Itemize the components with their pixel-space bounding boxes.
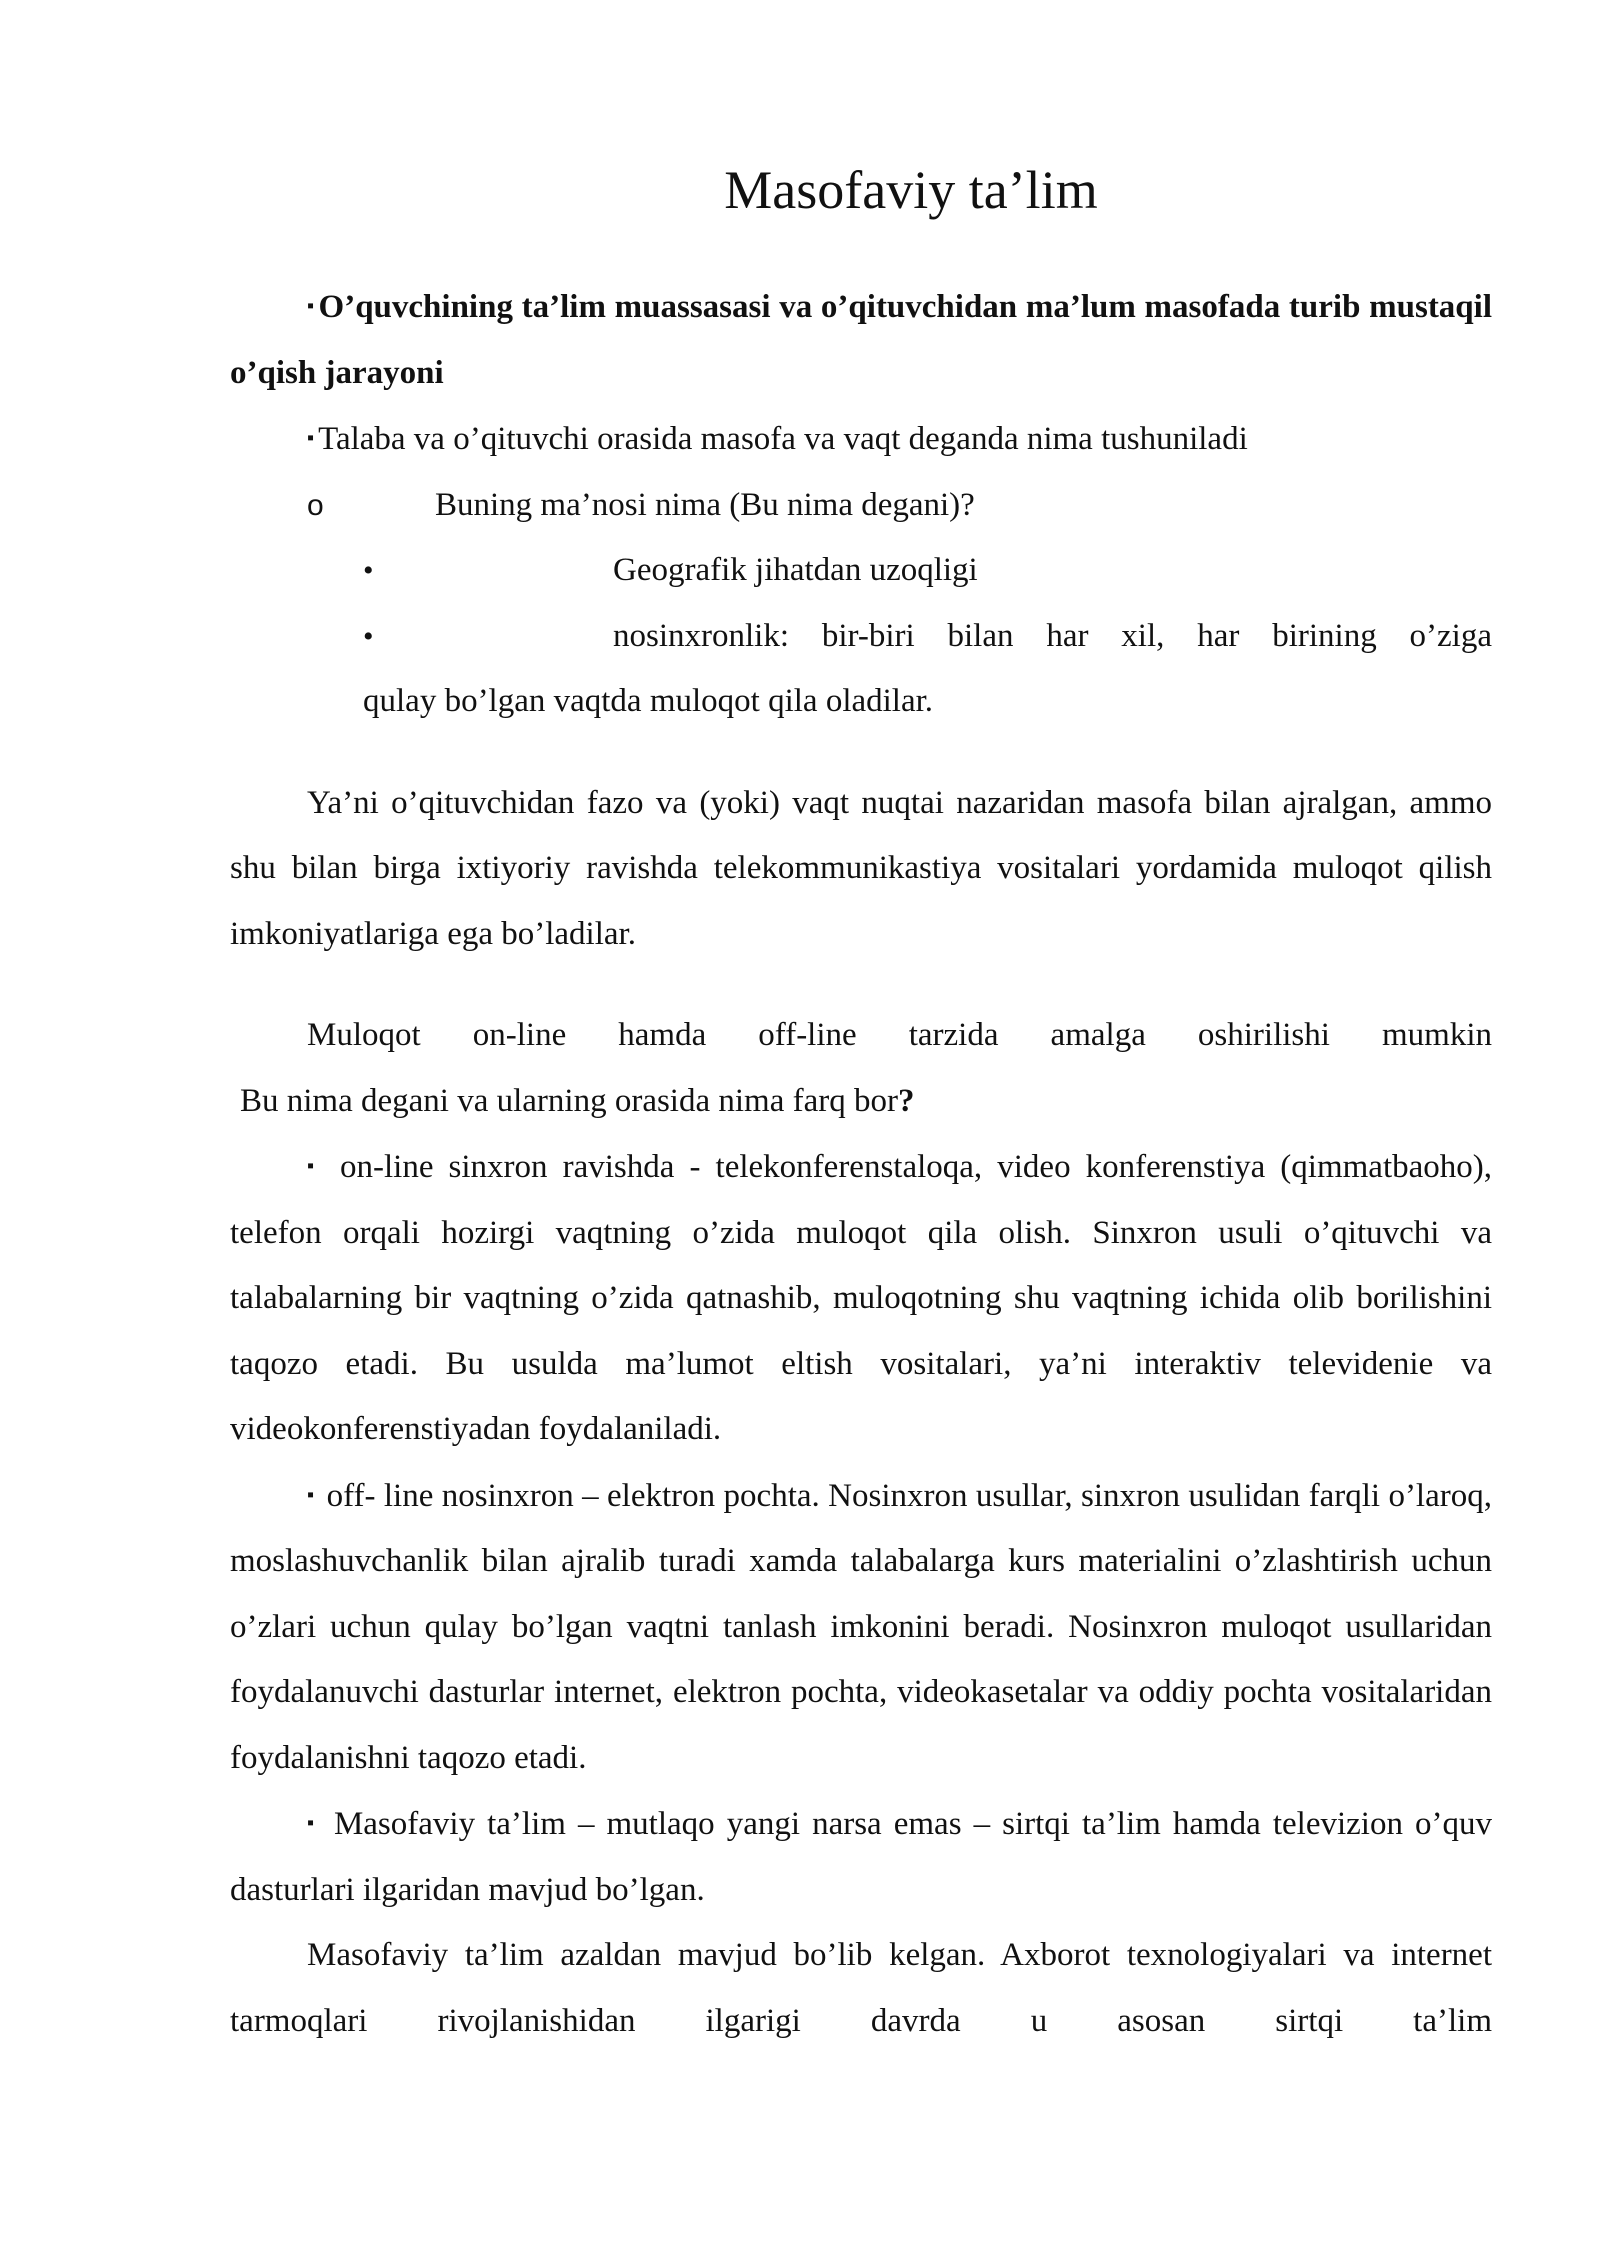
bullet-item-5 — [230, 1791, 1492, 1923]
bullet-item-4 — [230, 1463, 1492, 1792]
paragraph-2-line-1: Muloqot on-line hamda off-line tarzida amalga oshirilishi mumkin — [307, 1017, 1492, 1053]
bullet-text-5: Masofaviy ta’lim – mutlaqo yangi narsa emas – sirtqi ta’lim hamda televizion o’quv dasturlari ilgaridan mavjud bo’lgan. — [230, 1806, 1493, 1908]
sub-sub-item-1 — [230, 538, 1492, 604]
sub-item-text-1: Buning ma’nosi nima (Bu nima degani)? — [435, 486, 975, 523]
square-bullet-icon: ▪ — [307, 1155, 321, 1177]
bullet-text-4: off- line nosinxron – elektron pochta. Nosinxron usullar, sinxron usulidan farqli o’laroq, moslashuvchanlik bilan ajralib turadi xamda talabalarga kurs materialini o’zlashtirish uchun o’zlari uchun qulay bo’lgan vaqtni tanlash imkonini beradi. Nosinxron muloqot usullaridan foydalanuvchi dasturlar internet, elektron pochta, videokasetalar va oddiy pochta vositalaridan foydalanishni taqozo etadi. — [230, 1477, 1492, 1776]
spacer — [230, 735, 1492, 771]
square-bullet-icon: ▪ — [307, 427, 315, 449]
sub-sub-item-text-2-continuation: qulay bo’lgan vaqtda muloqot qila oladilar. — [363, 683, 934, 719]
sub-item-1 — [230, 473, 1492, 539]
bullet-text-3: on-line sinxron ravishda - telekonferenstaloqa, video konferenstiya (qimmatbaoho), telefon orqali hozirgi vaqtning o’zida muloqot qila olish. Sinxron usuli o’qituvchi va talabalarning bir vaqtning o’zida qatnashib, muloqotning shu vaqtning ichida olib borilishini taqozo etadi. Bu usulda ma’lumot eltish vositalari, ya’ni interaktiv televidenie va videokonferenstiyadan foydalaniladi. — [230, 1149, 1493, 1447]
dot-bullet-icon: • — [363, 619, 374, 653]
bullet-text-1: O’quvchining ta’lim muassasasi va o’qituvchidan ma’lum masofada turib mustaqil o’qish jarayoni — [230, 289, 1493, 391]
dot-bullet-icon: • — [363, 554, 374, 587]
spacer — [230, 967, 1492, 1003]
sub-sub-item-text-2: nosinxronlik: bir-biri bilan har xil, har birining o’ziga — [613, 617, 1492, 654]
paragraph-3: Masofaviy ta’lim azaldan mavjud bo’lib kelgan. Axborot texnologiyalari va internet tarmoqlari rivojlanishidan ilgarigi davrda u asosan sirtqi ta’lim — [230, 1937, 1492, 2039]
paragraph-2-question: Bu nima degani va ularning orasida nima farq bor — [240, 1082, 898, 1119]
paragraph-1: Ya’ni o’qituvchidan fazo va (yoki) vaqt nuqtai nazaridan masofa bilan ajralgan, ammo shu bilan birga ixtiyoriy ravishda telekommunikastiya vositalari yordamida muloqot qilish imkoniyatlariga ega bo’ladilar. — [230, 784, 1492, 952]
bullet-text-2: Talaba va o’qituvchi orasida masofa va vaqt deganda nima tushuniladi — [318, 421, 1248, 457]
sub-sub-item-2 — [230, 604, 1492, 670]
square-bullet-icon: ▪ — [307, 295, 315, 317]
bullet-item-2 — [230, 406, 1492, 473]
circle-bullet-icon: o — [307, 488, 324, 522]
bullet-item-3 — [230, 1134, 1492, 1463]
square-bullet-icon: ▪ — [307, 1483, 315, 1506]
square-bullet-icon: ▪ — [307, 1812, 318, 1834]
bullet-item-1 — [230, 274, 1492, 406]
page-title: Masofaviy ta’lim — [724, 160, 1098, 220]
sub-sub-item-text-1: Geografik jihatdan uzoqligi — [613, 552, 978, 588]
document-page — [230, 150, 1492, 2054]
question-mark: ? — [897, 1082, 915, 1119]
paragraph-2-line-2 — [230, 1069, 1492, 1135]
